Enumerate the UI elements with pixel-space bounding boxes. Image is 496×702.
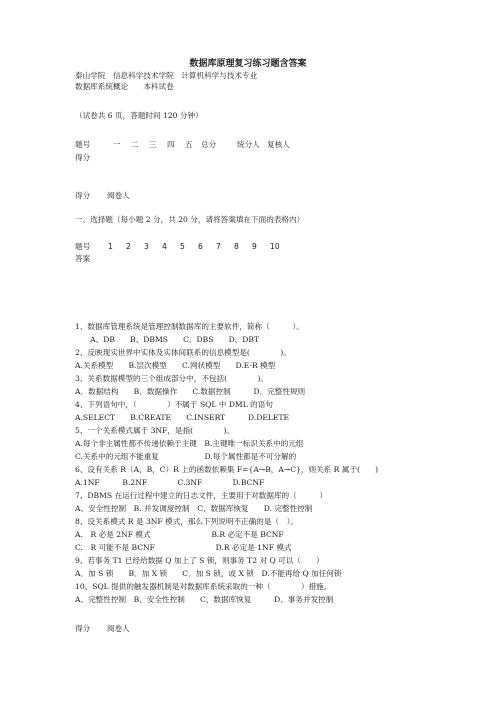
- answer-num-8: 8: [234, 242, 239, 251]
- answer-num-7: 7: [216, 242, 221, 251]
- score-col-2: 二: [131, 140, 139, 149]
- question-5-options-ab: A.每个非主属性都不传递依赖于主键 B.主键唯一标识关系中的元组: [75, 439, 304, 448]
- question-2: 2、反映现实世界中实体及实体间联系的信息模型是( )。: [75, 348, 291, 357]
- question-8-options-cd: C. R 可能不是 BCNF D.R 必定是 1NF 模式: [75, 543, 292, 552]
- question-1: 1、数据库管理系统是管理控制数据库的主要软件，简称（ ）。: [75, 322, 304, 331]
- question-4-options: A.SELECT B.CREATE C.INSERT D.DELETE: [75, 413, 290, 422]
- grader-reviewer-label: 阅卷人: [107, 624, 130, 633]
- answer-num-4: 4: [162, 242, 167, 251]
- score-table-row-label: 题号: [75, 140, 91, 149]
- score-col-4: 四: [167, 140, 175, 149]
- question-9: 9、若事务 T1 已经给数据 Q 加上了 S 锁，则事务 T2 对 Q 可以（ ）: [75, 556, 324, 565]
- score-col-5: 五: [185, 140, 193, 149]
- question-3-options: A．数据结构 B．数据操作 C.数据控制 D．完整性规则: [75, 387, 306, 396]
- question-6-options: A.1NF B.2NF C.3NF D.BCNF: [75, 478, 265, 487]
- answer-num-10: 10: [270, 242, 280, 251]
- score-col-1: 一: [113, 140, 121, 149]
- question-9-options: A．加 S 锁 B．加 X 锁 C．加 S 锁，或 X 锁 D.不能再给 Q 加任何锁: [75, 569, 342, 578]
- grader-score-label: 得分: [75, 624, 91, 633]
- question-2-options: A.关系模型 B.层次模型 C.网状模型 D.E-R 模型: [75, 361, 276, 370]
- answer-table-row-label: 题号: [75, 242, 91, 251]
- answer-num-9: 9: [252, 242, 257, 251]
- exam-info-line: （试卷共 6 页，答题时间 120 分钟）: [75, 111, 203, 120]
- question-5: 5、一个关系模式属于 3NF，是指( )。: [75, 426, 235, 435]
- answer-row-label: 答案: [75, 254, 91, 263]
- grader-box-2: [75, 624, 130, 633]
- answer-num-2: 2: [126, 242, 131, 251]
- question-3: 3、关系数据模型的三个组成部分中，不包括( )。: [75, 374, 269, 383]
- question-1-options: A、DB B、DBMS C、DBS D、DBT: [75, 335, 260, 344]
- grader-reviewer-label: 阅卷人: [107, 191, 130, 200]
- grader-box-1: [75, 191, 130, 200]
- section-1-heading: 一、选择题（每小题 2 分，共 20 分，请将答案填在下面的表格内）: [75, 215, 305, 224]
- question-8: 8、设关系模式 R 是 3NF 模式，那么下列说明不正确的是（ ）。: [75, 517, 298, 526]
- score-col-tally: 统分人: [237, 140, 260, 149]
- question-7: 7、DBMS 在运行过程中建立的日志文件，主要用于对数据库的（ ）: [75, 491, 328, 500]
- answer-num-1: 1: [108, 242, 113, 251]
- question-8-options-ab: A. R 必是 2NF 模式 B.R 必定不是 BCNF: [75, 530, 284, 539]
- question-6: 6、设有关系 R（A，B，C）R 上的函数依赖集 F={A→B，A→C}，则关系 R 属于( ): [75, 465, 379, 474]
- answer-table-header: [75, 242, 280, 251]
- answer-num-3: 3: [144, 242, 149, 251]
- document-title: 数据库原理复习练习题含答案: [189, 59, 307, 69]
- question-10: 10、SQL 提供的触发器机制是对数据库系统采取的一种（ ）措施。: [75, 582, 332, 591]
- score-col-review: 复核人: [267, 140, 290, 149]
- question-10-options: A、完整性控制 B、安全性控制 C、数据库恢复 D、事务并发控制: [75, 595, 334, 604]
- question-7-options: A、安全性控制 B. 并发调度控制 C、数据库恢复 D. 完整性控制: [75, 504, 313, 513]
- answer-num-6: 6: [198, 242, 203, 251]
- institution-line: 泰山学院 信息科学技术学院 计算机科学与技术专业: [75, 71, 258, 80]
- question-5-options-cd: C.关系中的元组不能重复 D.每个属性都是不可分解的: [75, 452, 297, 461]
- score-row-label: 得分: [75, 153, 91, 162]
- score-col-3: 三: [149, 140, 157, 149]
- score-table-header: [75, 140, 290, 149]
- answer-num-5: 5: [180, 242, 185, 251]
- course-line: 数据库系统概论 本科试卷: [75, 82, 174, 91]
- question-4: 4、下列语句中，（ ）不属于 SQL 中 DML 的语句: [75, 400, 273, 409]
- grader-score-label: 得分: [75, 191, 91, 200]
- score-col-total: 总分: [201, 140, 217, 149]
